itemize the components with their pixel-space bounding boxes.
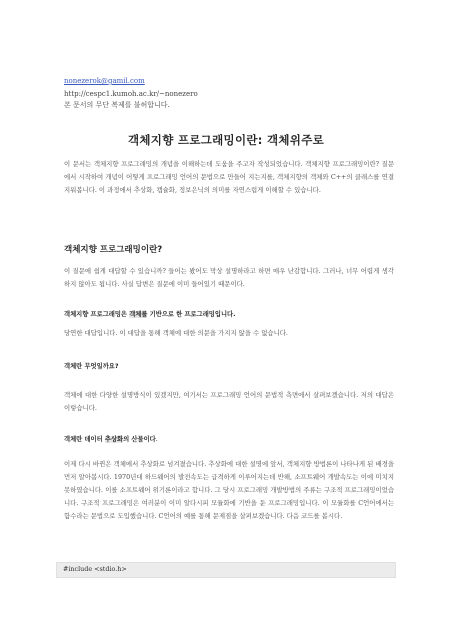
definition-paragraph: 이제 다시 바뀐은 객체에서 추상화로 넘겨졌습니다. 추상화에 대한 설명에 앞서, 객체지향 방법론이 나타나게 된 배경을 먼저 알아봅시다. 1970년대 하드웨어의 발전속도는 급격하게 이루어지는데 반해, 소프트웨어 개발속도는 이에 미치지 못하였습니다. 이를 소프트웨어 위기론이라고 합니다. 그 당시 프로그래밍 개발방법의 주류는 구조적 프로그래밍이었습니다. 구조적 프로그래밍은 여러분이 이미 알다시피 모듈화에 기반을 둔 프로그래밍입니다. 이 모듈화를 C언어에서는 함수라는 문법으로 도입했습니다. C언어의 예를 통해 문제점을 살펴보겠습니다. 다음 코드를 봅시다.	[64, 460, 394, 520]
section-heading: 객체지향 프로그래밍이란?	[64, 245, 163, 255]
copyright-notice: 본 문서의 무단 복제를 불허합니다.	[64, 101, 170, 109]
definition-highlight: 추상화	[104, 436, 124, 443]
key-statement-highlight: 객체를	[129, 311, 148, 318]
section-paragraph: 이 질문에 쉽게 대답할 수 있습니까? 들어는 봤어도 막상 설명하라고 하면 매우 난감합니다. 그러나, 너무 어렵게 생각하지 않아도 됩니다. 사실 답변은 질문에 이미 들어있기 때문이다.	[64, 267, 394, 288]
code-block	[56, 562, 396, 578]
key-statement	[64, 309, 236, 318]
homepage-url: http://cespc1.kumoh.ac.kr/~nonezero	[64, 90, 198, 98]
definition-tail: .	[155, 436, 158, 443]
email-link[interactable]: nonezerok@gamil.com	[64, 77, 145, 85]
definition-middle: 의 산물이다	[123, 436, 156, 443]
definition-statement	[64, 434, 158, 443]
key-statement-suffix: 기반으로 한 프로그래밍입니다.	[147, 311, 236, 318]
statement-paragraph: 당연한 대답입니다. 이 대답을 통해 객체에 대한 의문을 가지지 않을 수 없습니다.	[64, 329, 288, 337]
definition-prefix: 객체란 데이터	[64, 436, 105, 443]
key-statement-prefix: 객체지향 프로그래밍은	[64, 311, 130, 318]
code-line: #include <stdio.h>	[63, 565, 127, 573]
intro-paragraph: 이 문서는 객체지향 프로그래밍의 개념을 이해하는데 도움을 주고자 작성되었습니다. 객체지향 프로그래밍이란? 질문에서 시작하여 개념이 어떻게 프로그래밍 언어의 문법으로 만들어 지는지를, 객체지향의 객체와 C++의 클래스를 연결 지워봅니다. 이 과정에서 추상화, 캡슐화, 정보은닉의 의미를 자연스럽게 이해할 수 있습니다.	[64, 160, 394, 194]
question-heading: 객체란 무엇일까요?	[64, 363, 119, 370]
question-paragraph: 객체에 대한 다양한 설명방식이 있겠지만, 여기서는 프로그래밍 언어의 문법적 측면에서 살펴보겠습니다. 저의 대답은 이렇습니다.	[64, 391, 394, 412]
document-title: 객체지향 프로그래밍이란: 객체위주로	[127, 133, 325, 147]
